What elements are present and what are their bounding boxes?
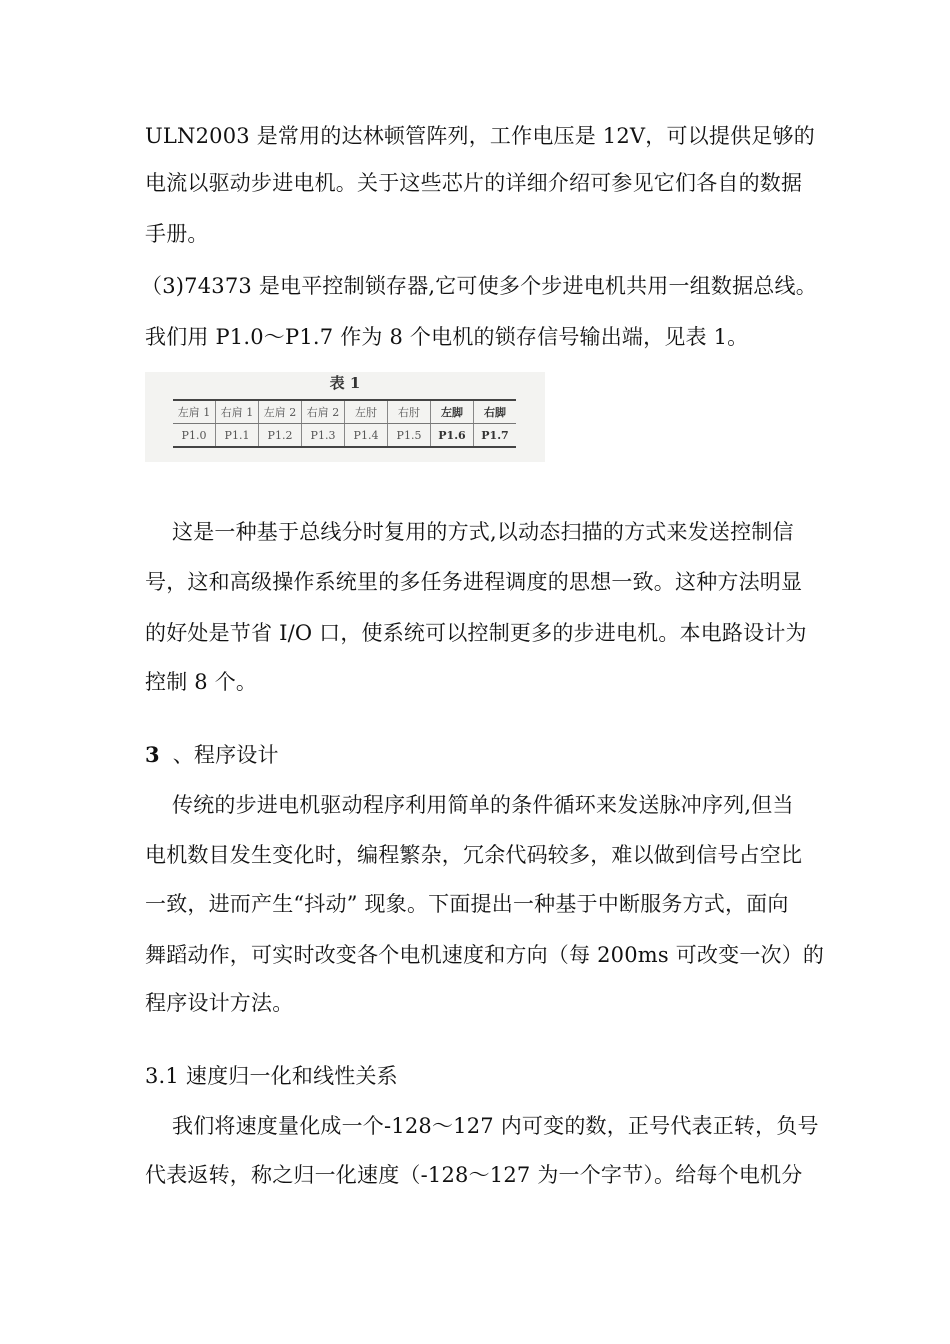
- speed-line-1: 我们将速度量化成一个-128～127 内可变的数，正号代表正转，负号: [172, 1114, 819, 1138]
- speed-line-2: 代表返转，称之归一化速度（-128～127 为一个字节）。给每个电机分: [145, 1163, 803, 1187]
- latch-line-1: （3)74373 是电平控制锁存器,它可使多个步进电机共用一组数据总线。: [141, 274, 817, 298]
- table-cell: 右肩 1: [216, 400, 259, 424]
- table-cell: 左肩 1: [173, 400, 216, 424]
- table-cell: P1.2: [259, 424, 302, 448]
- uln-line-1: ULN2003 是常用的达林顿管阵列，工作电压是 12V，可以提供足够的: [145, 124, 815, 148]
- section-3-heading: [145, 740, 279, 770]
- uln-line-2: 电流以驱动步进电机。关于这些芯片的详细介绍可参见它们各自的数据: [145, 171, 803, 195]
- table-cell: P1.4: [345, 424, 388, 448]
- table-pin-row: [173, 424, 516, 448]
- table-cell: 右肩 2: [302, 400, 345, 424]
- table-cell: 左脚: [431, 400, 474, 424]
- program-line-5: 程序设计方法。: [145, 991, 294, 1015]
- section-3-1-heading: 3.1 速度归一化和线性关系: [145, 1064, 398, 1088]
- table-cell: P1.0: [173, 424, 216, 448]
- table-cell: 左肘: [345, 400, 388, 424]
- program-line-2: 电机数目发生变化时，编程繁杂，冗余代码较多，难以做到信号占空比: [145, 843, 803, 867]
- table-header-row: [173, 400, 516, 424]
- bus-line-1: 这是一种基于总线分时复用的方式,以动态扫描的方式来发送控制信: [172, 520, 794, 544]
- pin-mapping-table: [173, 399, 516, 448]
- table-cell: P1.3: [302, 424, 345, 448]
- table-caption: 表 1: [329, 374, 361, 392]
- program-line-3: 一致，进而产生“抖动” 现象。下面提出一种基于中断服务方式，面向: [145, 892, 789, 916]
- table-cell: 右肘: [388, 400, 431, 424]
- program-line-4: 舞蹈动作，可实时改变各个电机速度和方向（每 200ms 可改变一次）的: [145, 943, 825, 967]
- latch-line-2: 我们用 P1.0～P1.7 作为 8 个电机的锁存信号输出端，见表 1。: [145, 325, 749, 349]
- bus-line-4: 控制 8 个。: [145, 670, 258, 694]
- table-cell: 左肩 2: [259, 400, 302, 424]
- table-cell: P1.6: [431, 424, 474, 448]
- table-cell: P1.1: [216, 424, 259, 448]
- program-line-1: 传统的步进电机驱动程序利用简单的条件循环来发送脉冲序列,但当: [172, 793, 794, 817]
- uln-line-3: 手册。: [145, 222, 209, 246]
- table-cell: 右脚: [474, 400, 517, 424]
- table-1-figure: [145, 372, 545, 462]
- table-cell: P1.5: [388, 424, 431, 448]
- section-number: 3: [145, 742, 160, 767]
- bus-line-2: 号，这和高级操作系统里的多任务进程调度的思想一致。这种方法明显: [145, 570, 803, 594]
- bus-line-3: 的好处是节省 I/O 口，使系统可以控制更多的步进电机。本电路设计为: [145, 621, 807, 645]
- table-cell: P1.7: [474, 424, 517, 448]
- section-title: 、程序设计: [172, 743, 279, 767]
